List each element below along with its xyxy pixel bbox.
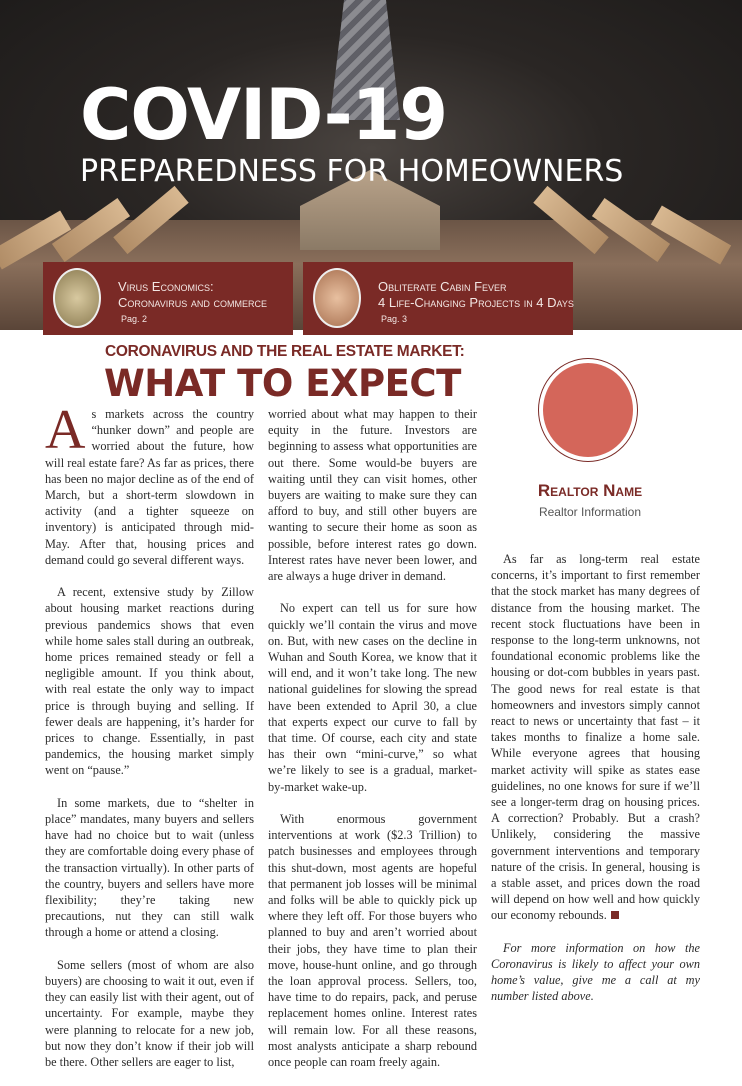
paragraph: Some sellers (most of whom are also buyers) are choosing to wait it out, even if they can easily list with their agent, out of uncertainty. For example, maybe they were planning to relocate for a new job, but now they don’t know if their job will be there. Other sellers are eager to list, (45, 957, 254, 1070)
paragraph: worried about what may happen to their equity in the future. Investors are beginning to assess what opportunities are out there. Some would-be buyers are waiting until they can visit homes, other buyers are waiting to make sure they can afford to buy, and still other buyers are wanting to secure their home as soon as possible, before interest rates go down. Interest rates have never been lower, and are always a huge driver in demand. (268, 407, 477, 584)
realtor-name: Realtor Name (537, 481, 643, 500)
article-column-1 (45, 399, 254, 1086)
realtor-info: Realtor Information (538, 505, 642, 519)
teaser-page: Pag. 2 (121, 314, 148, 324)
paragraph: As far as long-term real estate concerns, it’s important to first remember that the stock market has many degrees of distance from the housing market. The recent stock fluctuations have been in response to the long-term unknowns, not foundational economic problems like the housing or dot-com bubbles in years past. The good news for real estate is that homeowners and investors simply cannot react to news or uncertainty that fast – it takes months to finalize a home sale. While everyone agrees that housing market activity will spike as states ease guidelines, no one knows for sure if we’ll see a longer-term drag on housing prices. A correction? Probably. But a crash? Unlikely, considering the massive government interventions and temporary nature of the crisis. In general, housing is a stable asset, and prices down the road will depend on how well and how quickly our economy rebounds. (491, 552, 700, 923)
teaser-line2: Coronavirus and commerce (118, 295, 267, 310)
teaser-line1: Virus Economics: (118, 279, 214, 294)
teaser-line2: 4 Life-Changing Projects in 4 Days (378, 295, 574, 310)
contact-note: For more information on how the Coronavirus is likely to affect your own home’s value, give me a call at my number listed above. (491, 940, 700, 1004)
teaser-cabin-fever[interactable] (303, 262, 573, 335)
teaser-thumbnail (313, 268, 361, 328)
article-headline: WHAT TO EXPECT (104, 362, 461, 405)
paragraph: No expert can tell us for sure how quickly we’ll contain the virus and move on. But, with new cases on the decline in Wuhan and South Korea, we know that it will end, and it won’t take long. The new national guidelines for slowing the spread have been extended to April 30, a clue that experts expect our curve to fall by that time. Of course, each city and state has their own “mini-curve,” so what we’re likely to see is a gradual, market-by-market wake-up. (268, 601, 477, 794)
realtor-photo (538, 358, 638, 462)
teaser-line1: Obliterate Cabin Fever (378, 279, 507, 294)
article-column-2 (268, 406, 477, 1086)
article-column-3 (491, 551, 700, 1021)
end-mark-icon (611, 911, 619, 919)
drop-cap: A (45, 399, 86, 461)
article-kicker: CORONAVIRUS AND THE REAL ESTATE MARKET: (105, 343, 465, 360)
paragraph: In some markets, due to “shelter in place” mandates, many buyers and sellers have had no choice but to wait (unless they are comfortable doing every phase of the transaction virtually). In other parts of the country, buyers and sellers have more flexibility; they’re taking new precautions, nut they can still walk through a home or attend a closing. (45, 795, 254, 940)
teaser-virus-economics[interactable] (43, 262, 293, 335)
paragraph: A recent, extensive study by Zillow about housing market reactions during previous pandemics shows that even while home sales stall during an outbreak, home prices remained steady or fell a negligible amount. If you think about, with real estate the only way to impact price is through buying and selling. If fewer deals are happening, it’s harder for prices to change. Essentially, in past pandemics, the housing market simply went on “pause.” (45, 585, 254, 778)
paragraph: With enormous government interventions at work ($2.3 Trillion) to patch businesses and employees through this shut-down, most agents are hopeful that permanent job losses will be minimal and folks will be able to quickly pick up where they left off. For those buyers who planned to buy and aren’t worried about their jobs, they have time to plan their move, house-hunt online, and go through the loan approval process. Sellers, too, have time to do repairs, pack, and peruse replacement homes online. Interest rates will remain low. For all these reasons, most analysts anticipate a sharp rebound once people can roam freely again. (268, 812, 477, 1070)
teaser-thumbnail (53, 268, 101, 328)
teaser-page: Pag. 3 (381, 314, 408, 324)
newsletter-title: COVID-19 (80, 74, 448, 156)
paragraph: As markets across the country “hunker down” and people are worried about the future, how will real estate fare? As far as prices, there has been no major decline as of the end of March, but a short-term slowdown in activity (and a tighter squeeze on inventory) is anticipated through mid-May. After that, housing prices and demand could go several different ways. (45, 399, 254, 567)
newsletter-subtitle: PREPAREDNESS FOR HOMEOWNERS (80, 154, 624, 189)
